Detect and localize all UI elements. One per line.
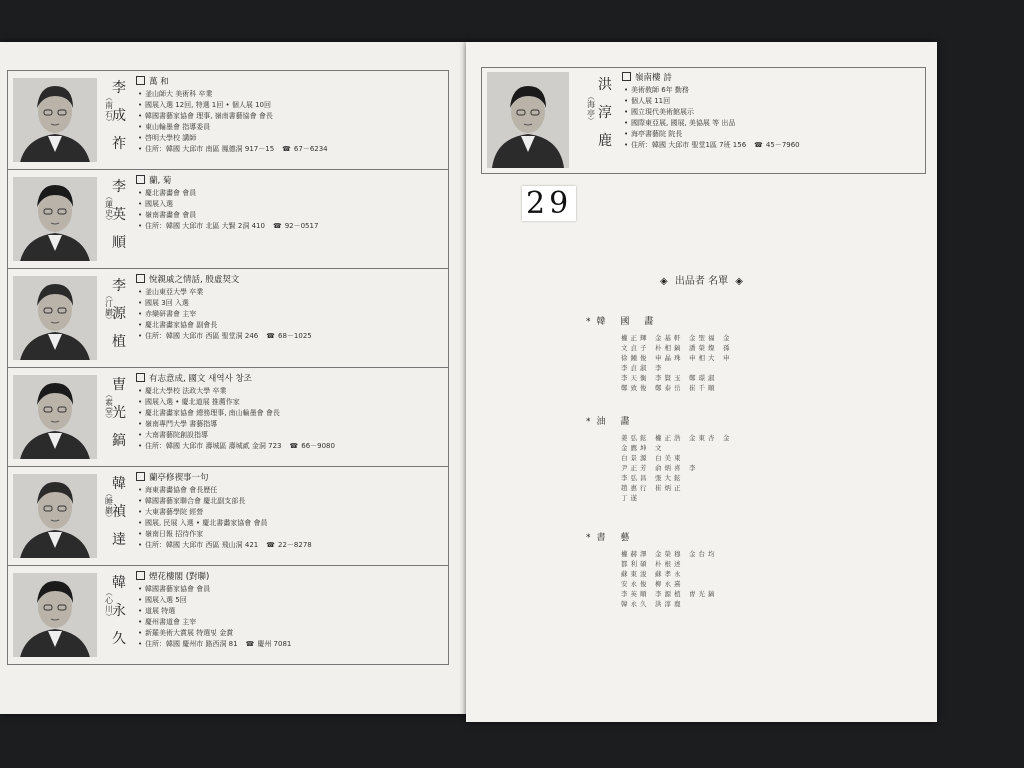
exhibitor-name (757, 590, 787, 599)
bio-line: • 國展, 民展 入選 • 慶北書畵家協會 會員 (145, 518, 442, 529)
exhibitor-name: 鄭璟淑 (689, 374, 718, 382)
exhibitor-name: 李弘昌 (621, 474, 650, 482)
right-page (466, 42, 937, 722)
exhibitor-name (689, 364, 719, 373)
exhibitor-name (723, 374, 753, 383)
exhibitor-name (757, 384, 787, 393)
telephone-icon: ☎ (754, 141, 763, 149)
pen-name-char: 汀 (105, 299, 113, 308)
roster-names (621, 334, 821, 393)
exhibitor-name (757, 464, 787, 473)
artist-name (594, 76, 616, 160)
exhibitor-name (791, 590, 821, 599)
exhibitor-name: 蘇東浚 (621, 570, 650, 578)
bio-line: • 東山輪墨會 指導委員 (145, 122, 442, 133)
telephone-icon: ☎ (282, 145, 291, 153)
artist-name-char: 光 (112, 405, 126, 421)
exhibitor-name (723, 464, 753, 473)
bio-list (136, 287, 442, 342)
artwork-title-row (136, 373, 442, 386)
checkbox-square-icon (136, 274, 145, 283)
bio-line: • 國展入選 • 慶北道展 推薦作家 (145, 397, 442, 408)
pen-name-char: 堂 (105, 407, 113, 416)
exhibitor-name (757, 600, 787, 609)
artist-pen-name: ︵ 蓮 史 ︶ (105, 193, 113, 225)
exhibitor-name (723, 550, 753, 559)
exhibitor-name (791, 494, 821, 503)
address: 住所：韓國 大邱市 西區 飛山洞 421 (145, 541, 259, 549)
artist-pen-name: ︵ 素 堂 ︶ (105, 391, 113, 423)
exhibitor-name: 都利碩 (621, 560, 650, 568)
exhibitor-name (723, 580, 753, 589)
exhibitor-name (723, 444, 753, 453)
artist-name-char: 韓 (112, 476, 126, 492)
exhibitor-name (689, 444, 719, 453)
exhibitor-name: 俞炳喜 (655, 464, 684, 472)
bio-line: • 國展 3回 入選 (145, 298, 442, 309)
exhibitor-name (655, 494, 685, 503)
exhibitor-name: 李 (689, 464, 699, 472)
artist-name-char: 植 (112, 334, 126, 350)
artist-name-char: 順 (112, 235, 126, 251)
exhibitor-name (723, 570, 753, 579)
exhibitor-name (791, 334, 821, 343)
exhibitor-name: 權正輝 (621, 334, 650, 342)
telephone-icon: ☎ (272, 222, 282, 230)
address-line (145, 331, 442, 342)
exhibitor-name: 徐鍾俊 (621, 354, 650, 362)
bio-line: • 海亭書藝院 院長 (631, 129, 919, 140)
exhibitor-name (791, 354, 821, 363)
exhibitor-name (723, 590, 753, 599)
exhibitor-name (791, 560, 821, 569)
exhibitor-name (757, 580, 787, 589)
exhibitor-name (791, 474, 821, 483)
exhibitor-name (723, 474, 753, 483)
pen-name-char: 巖 (105, 308, 113, 317)
exhibitor-name (723, 494, 753, 503)
address-line (145, 221, 442, 232)
address-line (145, 144, 442, 155)
exhibitor-name: 朴相鎬 (655, 344, 684, 352)
artist-name-char: 永 (112, 603, 126, 619)
exhibitor-name: 文 (655, 444, 665, 452)
exhibitor-name: 金 (723, 334, 733, 342)
bio-list (136, 584, 442, 650)
address: 住所：韓國 大邱市 聖堂1區 7班 156 (631, 141, 747, 149)
exhibitor-name (757, 550, 787, 559)
pen-name-char: 海 (587, 100, 595, 109)
artist-name-char: 祚 (112, 136, 126, 152)
checkbox-square-icon (136, 373, 145, 382)
pen-name-char: 素 (105, 398, 113, 407)
artist-pen-name: ︵ 心 川 ︶ (105, 589, 113, 621)
artist-portrait (13, 177, 97, 261)
exhibitor-name (791, 374, 821, 383)
bio-line: • 韓國書藝家聯合會 慶北副支部長 (145, 496, 442, 507)
exhibitor-name: 金 (723, 434, 733, 442)
exhibitor-name (689, 600, 719, 609)
artist-portrait (13, 573, 97, 657)
exhibitor-name: 朴根述 (655, 560, 684, 568)
exhibitor-name (757, 374, 787, 383)
exhibitor-name: 申晶珠 (655, 354, 684, 362)
artist-pen-name: ︵ 汀 巖 ︶ (105, 292, 113, 324)
bio-line: • 國際東亞展, 國展, 美協展 等 出品 (631, 118, 919, 129)
bio-line: • 慶北書畵家協會 副會長 (145, 320, 442, 331)
exhibitor-name: 孫 (723, 344, 733, 352)
address: 住所：韓國 大邱市 北區 大賢 2洞 410 (145, 222, 265, 230)
exhibitor-name (791, 344, 821, 353)
phone-number: 67－6234 (293, 145, 328, 153)
pen-name-char: 亭 (587, 109, 595, 118)
phone-number: 68－1025 (278, 332, 312, 340)
artist-name-char: 李 (112, 179, 126, 195)
exhibitor-name: 權正浩 (655, 434, 684, 442)
artist-portrait (13, 276, 97, 360)
pen-name-char: 史 (105, 209, 113, 218)
exhibitor-name: 金東杏 (689, 434, 718, 442)
bio-line: • 大東書藝學院 經營 (145, 507, 442, 518)
artwork-title: 有志意成, 國文 새역사 창조 (149, 374, 252, 384)
exhibitor-name: 李源植 (655, 590, 684, 598)
artist-name-char: 韓 (112, 575, 126, 591)
address-line (145, 639, 442, 650)
page-number: 29 (522, 186, 576, 221)
artist-bio (136, 175, 442, 232)
exhibitor-name: 蘇孝永 (655, 570, 684, 578)
exhibitor-name (689, 560, 719, 569)
artwork-title-row (136, 472, 442, 485)
artist-name-char: 成 (112, 108, 126, 124)
telephone-icon: ☎ (245, 640, 255, 648)
bio-line: • 國展入選 12回, 特選 1回 • 個人展 10回 (145, 100, 442, 111)
address: 住所：韓國 大邱市 壽城區 壽城貳 金洞 723 (145, 442, 282, 450)
exhibitor-name (689, 570, 719, 579)
exhibitor-name: 金鷹坤 (621, 444, 650, 452)
bio-line: • 國展入選 5回 (145, 595, 442, 606)
bio-list (136, 89, 442, 155)
exhibitor-name: 權赫澤 (621, 550, 650, 558)
exhibitor-name (757, 494, 787, 503)
artist-portrait (487, 72, 569, 168)
telephone-icon: ☎ (266, 332, 275, 340)
address-line (145, 540, 442, 551)
exhibitor-name: 柳永熹 (655, 580, 684, 588)
bio-list (622, 85, 919, 151)
exhibitor-name (757, 474, 787, 483)
phone-number: 92－0517 (284, 222, 319, 230)
bio-line: • 慶州書道會 主宰 (145, 617, 442, 628)
exhibitor-name: 申 (723, 354, 733, 362)
artist-bio (136, 373, 442, 452)
bio-list (136, 386, 442, 452)
artist-pen-name: ︵ 海 亭 ︶ (587, 93, 595, 125)
exhibitor-name (723, 384, 753, 393)
artwork-title: 煙花樓閣 (對聯) (149, 572, 210, 582)
exhibitor-name (791, 454, 821, 463)
bio-line: • 啓明大學校 講師 (145, 133, 442, 144)
artist-bio (136, 472, 442, 551)
bio-line: • 韓國書藝家協會 理事, 嶺南書藝協會 會長 (145, 111, 442, 122)
exhibitor-name (757, 444, 787, 453)
diamond-ornament-icon: ◈ (735, 276, 743, 287)
artist-pen-name: ︵ 睡 巖 ︶ (105, 490, 113, 522)
exhibitor-name: 金榮穆 (655, 550, 684, 558)
exhibitor-name: 李貞淑 (621, 364, 650, 372)
exhibitor-name (757, 434, 787, 443)
artist-name-char: 洪 (598, 77, 612, 93)
artwork-title: 蘭亭修禊事一句 (149, 473, 209, 483)
artist-name-char: 源 (112, 306, 126, 322)
address: 住所：韓國 大邱市 西區 聖堂洞 246 (145, 332, 259, 340)
artist-portrait (13, 375, 97, 459)
exhibitor-name: 申相大 (689, 354, 718, 362)
phone-number: 66－9080 (301, 442, 335, 450)
bio-line: • 嶺南日報 招待作家 (145, 529, 442, 540)
artist-bio (136, 76, 442, 155)
artist-name-char: 曺 (112, 377, 126, 393)
checkbox-square-icon (136, 175, 145, 184)
exhibitor-name (757, 364, 787, 373)
bio-line: • 慶北大學校 法政大學 卒業 (145, 386, 442, 397)
exhibitor-name (757, 560, 787, 569)
artist-name-char: 淳 (598, 105, 612, 121)
bio-list (136, 188, 442, 232)
artist-name-char: 鎬 (112, 433, 126, 449)
bio-line: • 慶北書畵家協會 總務理事, 南山輪墨會 會長 (145, 408, 442, 419)
exhibitor-name (791, 464, 821, 473)
exhibitor-name: 尹正芳 (621, 464, 650, 472)
exhibitor-name: 韓永久 (621, 600, 650, 608)
exhibitor-name (689, 484, 719, 493)
exhibitor-name (723, 600, 753, 609)
artist-bio (136, 571, 442, 650)
exhibitor-name: 鄭泰岳 (655, 384, 684, 392)
artist-entry (8, 170, 448, 269)
artist-name-char: 英 (112, 207, 126, 223)
phone-number: 45－7960 (765, 141, 800, 149)
bio-line: • 嶺南書畵會 會員 (145, 210, 442, 221)
pen-name-char: 睡 (105, 497, 113, 506)
artist-bio (622, 72, 919, 151)
bio-line: • 釜山師大 美術科 卒業 (145, 89, 442, 100)
artist-portrait (13, 78, 97, 162)
exhibitor-name (791, 434, 821, 443)
checkbox-square-icon (136, 76, 145, 85)
artist-entry (8, 71, 448, 170)
exhibitor-name (791, 484, 821, 493)
bio-line: • 個人展 11回 (631, 96, 919, 107)
exhibitor-name (689, 580, 719, 589)
roster-names (621, 434, 821, 503)
bio-line: • 道展 特選 (145, 606, 442, 617)
exhibitor-name (689, 494, 719, 503)
address: 住所：韓國 慶州市 路西洞 81 (145, 640, 238, 648)
exhibitor-name (723, 484, 753, 493)
exhibitor-name (791, 550, 821, 559)
exhibitor-name: 金基軒 (655, 334, 684, 342)
artwork-title-row (136, 76, 442, 89)
checkbox-square-icon (136, 472, 145, 481)
exhibitor-name: 潘榮燦 (689, 344, 718, 352)
exhibitor-name (791, 570, 821, 579)
exhibitor-name: 安永俊 (621, 580, 650, 588)
address-line (145, 441, 442, 452)
exhibitor-name: 金台均 (689, 550, 718, 558)
artist-bio (136, 274, 442, 342)
phone-number: 慶州 7081 (257, 640, 292, 648)
artwork-title-row (622, 72, 919, 85)
pen-name-char: 川 (105, 605, 113, 614)
artist-entry (8, 269, 448, 368)
telephone-icon: ☎ (289, 442, 299, 450)
exhibitor-name: 李 (655, 364, 665, 372)
exhibitor-name (757, 570, 787, 579)
exhibitor-name (757, 334, 787, 343)
bio-line: • 嶺南專門大學 書藝指導 (145, 419, 442, 430)
bio-line: • 釜山東亞大學 卒業 (145, 287, 442, 298)
roster-names (621, 550, 821, 609)
artist-name-char: 久 (112, 631, 126, 647)
exhibitor-name: 崔千順 (689, 384, 718, 392)
artist-name-char: 李 (112, 278, 126, 294)
artwork-title: 悅親戚之情話, 殷虛契文 (149, 275, 240, 285)
bio-line: • 慶北書畵會 會員 (145, 188, 442, 199)
address: 住所：韓國 大邱市 南區 鳳德洞 917－15 (145, 145, 275, 153)
exhibitor-name: 白景源 (621, 454, 650, 462)
exhibitor-name: 李天衡 (621, 374, 650, 382)
artwork-title-row (136, 571, 442, 584)
exhibitor-name (723, 364, 753, 373)
exhibitor-name: 姜弘鉉 (621, 434, 650, 442)
pen-name-char: 巖 (105, 506, 113, 515)
pen-name-char: 蓮 (105, 200, 113, 209)
left-page (0, 42, 470, 714)
exhibitor-name (723, 454, 753, 463)
page-number-tag (522, 186, 576, 221)
artist-name-char: 達 (112, 532, 126, 548)
exhibitor-name (689, 454, 719, 463)
exhibitor-name: 張大鉉 (655, 474, 684, 482)
roster-section-heading: *油 畵 (586, 417, 636, 427)
exhibitor-name: 趙惠行 (621, 484, 650, 492)
artist-entry (481, 67, 926, 174)
bio-line: • 國展入選 (145, 199, 442, 210)
pen-name-char: 心 (105, 596, 113, 605)
artist-name-char: 禎 (112, 504, 126, 520)
artist-list (7, 70, 449, 665)
exhibitor-name (791, 384, 821, 393)
address-line (631, 140, 919, 151)
bio-line: • 海東書畵協會 會長歷任 (145, 485, 442, 496)
exhibitor-name (791, 600, 821, 609)
bio-line: • 新羅美術大賞展 特選및 金賞 (145, 628, 442, 639)
diamond-ornament-icon: ◈ (660, 276, 668, 287)
bio-list (136, 485, 442, 551)
telephone-icon: ☎ (266, 541, 275, 549)
artwork-title: 蘭, 菊 (149, 176, 172, 186)
exhibitor-name: 崔炳正 (655, 484, 684, 492)
exhibitor-name (723, 560, 753, 569)
exhibitor-name (757, 454, 787, 463)
exhibitor-name (757, 354, 787, 363)
exhibitor-name: 李英順 (621, 590, 650, 598)
exhibitor-name: 曺光鎬 (689, 590, 718, 598)
artist-entry (8, 368, 448, 467)
exhibitor-name (791, 364, 821, 373)
exhibitor-name: 金聖福 (689, 334, 718, 342)
exhibitor-name: 白美東 (655, 454, 684, 462)
artist-name-char: 鹿 (598, 133, 612, 149)
exhibitor-name (757, 484, 787, 493)
artist-name-char: 李 (112, 80, 126, 96)
bio-line: • 赤欒研書會 主宰 (145, 309, 442, 320)
artwork-title: 嶺南樓 詩 (635, 73, 672, 83)
exhibitor-name: 洪淳鹿 (655, 600, 684, 608)
roster-section-heading: *書 藝 (586, 533, 636, 543)
exhibitor-name (689, 474, 719, 483)
exhibitor-name: 鄭致俊 (621, 384, 650, 392)
checkbox-square-icon (622, 72, 631, 81)
exhibitor-name (791, 580, 821, 589)
pen-name-char: 石 (105, 110, 113, 119)
exhibitor-name: 文貞子 (621, 344, 650, 352)
bio-line: • 國立現代美術館展示 (631, 107, 919, 118)
roster-title (466, 272, 937, 287)
bio-line: • 美術敎師 6年 勤務 (631, 85, 919, 96)
artwork-title-row (136, 175, 442, 188)
artist-entry (8, 467, 448, 566)
bio-line: • 韓國書藝家協會 會員 (145, 584, 442, 595)
artwork-title: 萬 和 (149, 77, 169, 87)
roster-title-text: 出品者 名單 (674, 276, 729, 287)
artist-entry (8, 566, 448, 665)
pen-name-char: 南 (105, 101, 113, 110)
bio-line: • 大南書藝院創設指導 (145, 430, 442, 441)
artist-portrait (13, 474, 97, 558)
exhibitor-name: 李賢玉 (655, 374, 684, 382)
exhibitor-name (791, 444, 821, 453)
exhibitor-name (757, 344, 787, 353)
roster-section-heading: *韓 國 畵 (586, 317, 660, 327)
checkbox-square-icon (136, 571, 145, 580)
artist-pen-name: ︵ 南 石 ︶ (105, 94, 113, 126)
phone-number: 22－8278 (278, 541, 312, 549)
artwork-title-row (136, 274, 442, 287)
exhibitor-name: 丁遂 (621, 494, 640, 502)
